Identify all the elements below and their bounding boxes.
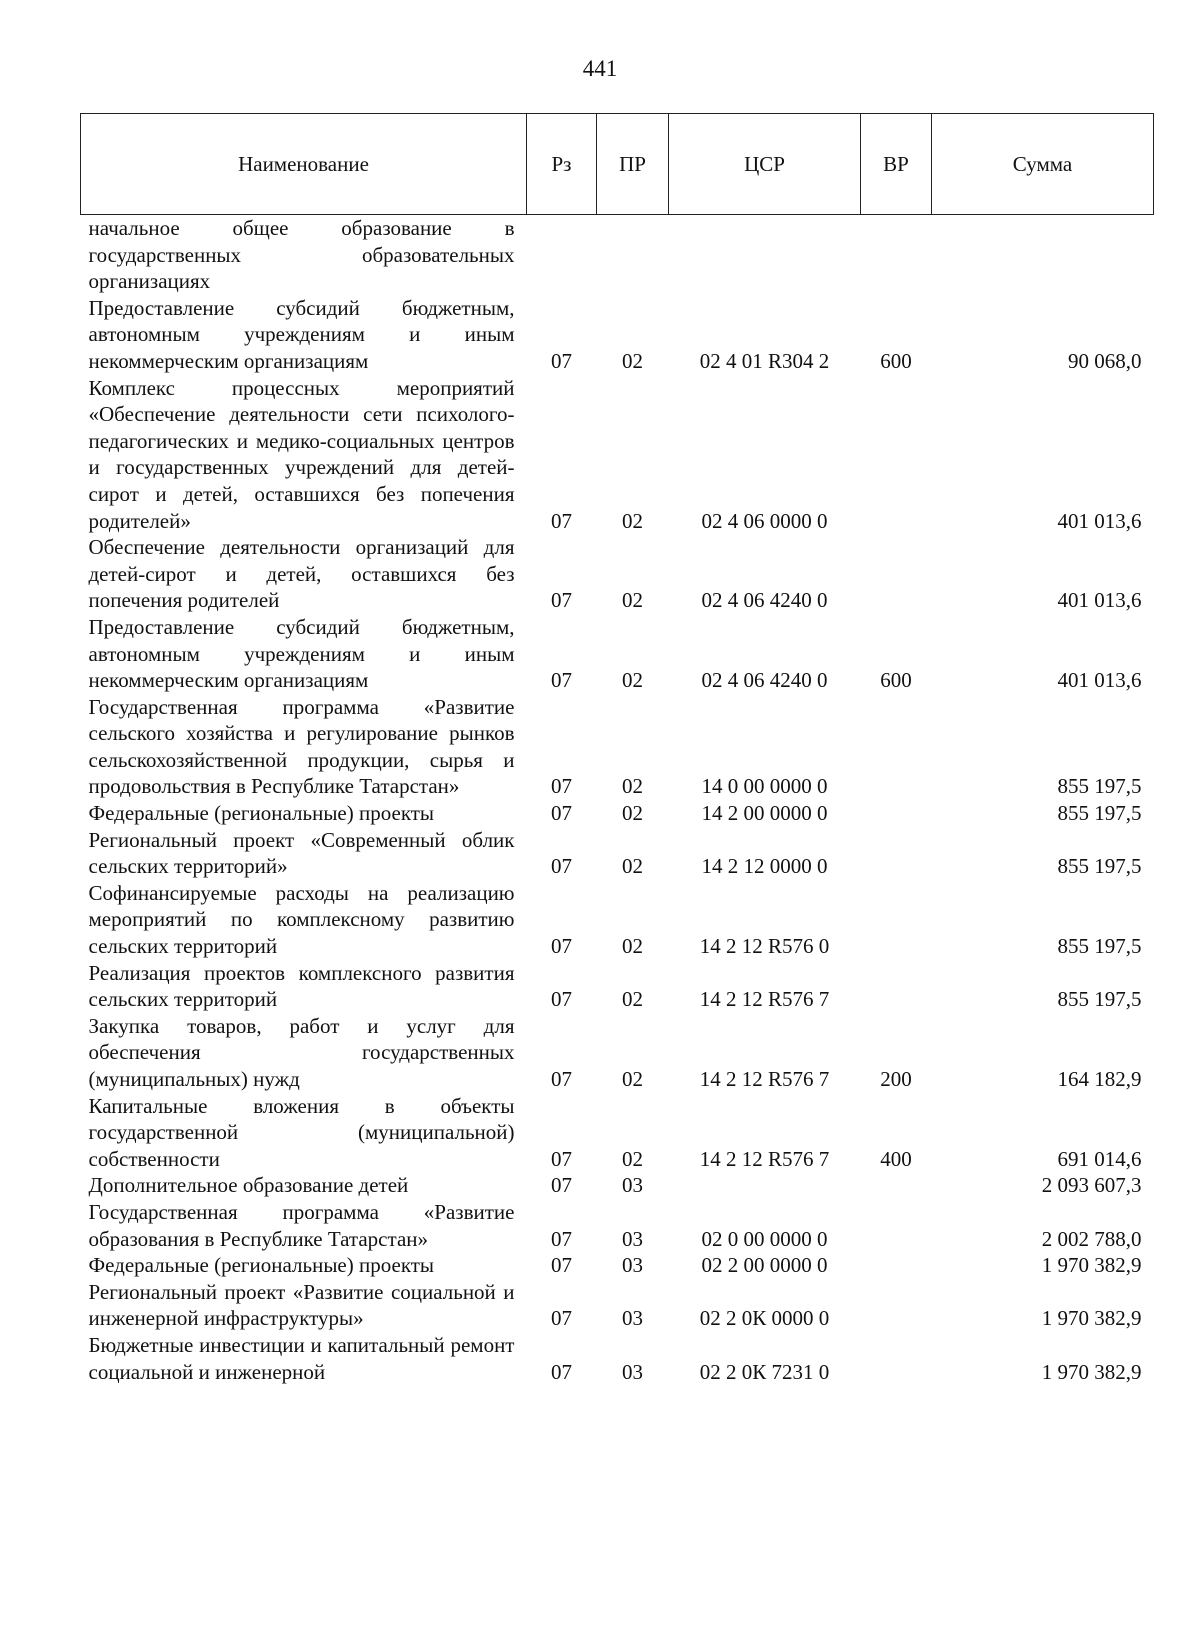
cell-sum: 1 970 382,9: [1041, 1359, 1142, 1384]
header-name: Наименование: [81, 114, 527, 215]
cell-rz: 07: [551, 1067, 572, 1091]
table-row: [81, 215, 1154, 295]
cell-pr: 03: [622, 1253, 643, 1278]
header-rz: Рз: [527, 114, 597, 215]
page-number: 441: [582, 56, 618, 81]
cell-vr: 600: [880, 668, 912, 693]
cell-rz: 07: [551, 934, 572, 959]
cell-pr: 02: [622, 934, 643, 959]
cell-rz: 07: [551, 1253, 572, 1278]
cell-vr: 200: [880, 1067, 912, 1091]
cell-pr: [597, 215, 669, 295]
cell-csr: 14 2 12 R576 7: [699, 1146, 830, 1171]
table-row: [81, 800, 1154, 827]
cell-vr: [861, 1279, 932, 1332]
cell-vr: [861, 215, 932, 295]
cell-sum: 2 002 788,0: [1041, 1226, 1142, 1251]
cell-name: Закупка товаров, работ и услуг для обеспечения государственных (муниципальных) нужд: [88, 1013, 515, 1091]
cell-name: Федеральные (региональные) проекты: [88, 1253, 435, 1278]
cell-rz: 07: [551, 1306, 572, 1331]
cell-sum: 401 013,6: [1057, 668, 1142, 693]
cell-vr: [861, 960, 932, 1013]
cell-name: Региональный проект «Развитие социальной и инженерной инфраструктуры»: [88, 1279, 515, 1331]
cell-sum: 855 197,5: [1057, 774, 1142, 799]
table-row: [81, 375, 1154, 535]
cell-rz: 07: [551, 668, 572, 693]
cell-rz: 07: [551, 1173, 572, 1198]
cell-pr: 03: [622, 1306, 643, 1331]
cell-rz: 07: [551, 1146, 572, 1171]
table-row: [81, 1013, 1154, 1093]
header-vr: ВР: [861, 114, 932, 215]
table-row: [81, 295, 1154, 375]
cell-csr: 02 4 06 4240 0: [701, 668, 828, 693]
cell-vr: [861, 1252, 932, 1279]
cell-vr: [861, 375, 932, 535]
cell-sum: 164 182,9: [1057, 1067, 1142, 1091]
header-csr: ЦСР: [669, 114, 861, 215]
cell-sum: 1 970 382,9: [1041, 1306, 1142, 1331]
table-row: [81, 1172, 1154, 1199]
cell-sum: 691 014,6: [1057, 1146, 1142, 1171]
table-row: [81, 534, 1154, 614]
cell-name: Реализация проектов комплексного развития сельских территорий: [88, 960, 515, 1012]
cell-csr: 14 2 12 0000 0: [701, 854, 828, 879]
cell-name: Предоставление субсидий бюджетным, автономным учреждениям и иным некоммерческим организациям: [88, 614, 515, 693]
cell-rz: 07: [551, 1359, 572, 1384]
cell-csr: 14 2 12 R576 7: [699, 987, 830, 1012]
cell-pr: 02: [622, 854, 643, 879]
header-pr: ПР: [597, 114, 669, 215]
budget-table: [80, 113, 1154, 1385]
cell-sum: [932, 215, 1154, 295]
cell-csr: 02 2 0К 0000 0: [699, 1306, 830, 1331]
cell-csr: 02 4 06 0000 0: [701, 508, 828, 533]
cell-name: Обеспечение деятельности организаций для детей-сирот и детей, оставшихся без попечения родителей: [88, 535, 515, 613]
table-row: [81, 1279, 1154, 1332]
cell-name: начальное общее образование в государственных образовательных организациях: [88, 216, 515, 294]
cell-rz: 07: [551, 348, 572, 373]
table-row: [81, 614, 1154, 694]
header-sum: Сумма: [932, 114, 1154, 215]
cell-sum: 90 068,0: [1068, 348, 1142, 373]
cell-sum: 855 197,5: [1057, 934, 1142, 959]
cell-pr: 02: [622, 348, 643, 373]
cell-name: Дополнительное образование детей: [88, 1173, 409, 1198]
cell-pr: 03: [622, 1359, 643, 1384]
cell-rz: 07: [551, 801, 572, 826]
cell-rz: 07: [551, 774, 572, 799]
cell-csr: 14 2 12 R576 0: [699, 934, 830, 959]
table-row: [81, 1252, 1154, 1279]
cell-rz: 07: [551, 1226, 572, 1251]
cell-csr: 02 2 00 0000 0: [701, 1253, 828, 1278]
cell-sum: 2 093 607,3: [1041, 1173, 1142, 1198]
cell-csr: 02 4 01 R304 2: [699, 348, 830, 373]
table-row: [81, 1332, 1154, 1385]
cell-csr: 14 0 00 0000 0: [701, 774, 828, 799]
table-row: [81, 960, 1154, 1013]
cell-csr: [669, 1172, 861, 1199]
cell-pr: 02: [622, 801, 643, 826]
cell-vr: 400: [880, 1146, 912, 1171]
cell-name: Государственная программа «Развитие сельского хозяйства и регулирование рынков сельскохозяйственной продукции, сырья и продовольствия в Республике Татарстан»: [88, 694, 515, 799]
table-body: [81, 215, 1154, 1386]
table-row: [81, 880, 1154, 960]
cell-csr: 02 2 0К 7231 0: [699, 1359, 830, 1384]
cell-vr: [861, 1332, 932, 1385]
cell-csr: 14 2 12 R576 7: [699, 1067, 830, 1091]
cell-sum: 1 970 382,9: [1041, 1253, 1142, 1278]
cell-name: Капитальные вложения в объекты государственной (муниципальной) собственности: [88, 1093, 515, 1171]
cell-pr: 02: [622, 668, 643, 693]
cell-name: Государственная программа «Развитие образования в Республике Татарстан»: [88, 1199, 515, 1251]
cell-vr: [861, 1172, 932, 1199]
cell-rz: 07: [551, 508, 572, 533]
cell-sum: 855 197,5: [1057, 801, 1142, 826]
table-row: [81, 1199, 1154, 1252]
cell-name: Софинансируемые расходы на реализацию мероприятий по комплексному развитию сельских территорий: [88, 880, 515, 959]
cell-vr: [861, 534, 932, 614]
cell-vr: [861, 880, 932, 960]
cell-pr: 02: [622, 508, 643, 533]
cell-vr: [861, 827, 932, 880]
cell-sum: 401 013,6: [1057, 508, 1142, 533]
cell-sum: 855 197,5: [1057, 987, 1142, 1012]
cell-pr: 02: [622, 987, 643, 1012]
cell-vr: [861, 694, 932, 800]
cell-rz: 07: [551, 987, 572, 1012]
cell-csr: 02 0 00 0000 0: [701, 1226, 828, 1251]
cell-csr: [669, 215, 861, 295]
cell-name: Комплекс процессных мероприятий «Обеспечение деятельности сети психолого-педагогических и медико-социальных центров и государственных учреждений для детей-сирот и детей, оставшихся без попечения родителей»: [88, 375, 515, 533]
cell-name: Предоставление субсидий бюджетным, автономным учреждениям и иным некоммерческим организациям: [88, 295, 515, 373]
cell-rz: 07: [551, 588, 572, 613]
cell-pr: 02: [622, 588, 643, 613]
cell-rz: [527, 215, 597, 295]
cell-pr: 03: [622, 1226, 643, 1251]
cell-pr: 03: [622, 1173, 643, 1198]
cell-pr: 02: [622, 774, 643, 799]
cell-pr: 02: [622, 1067, 643, 1091]
cell-pr: 02: [622, 1146, 643, 1171]
cell-name: Региональный проект «Современный облик сельских территорий»: [88, 827, 515, 879]
cell-sum: 855 197,5: [1057, 854, 1142, 879]
cell-vr: [861, 800, 932, 827]
cell-csr: 14 2 00 0000 0: [701, 801, 828, 826]
cell-name: Федеральные (региональные) проекты: [88, 801, 435, 826]
cell-rz: 07: [551, 854, 572, 879]
cell-vr: [861, 1199, 932, 1252]
table-row: [81, 1093, 1154, 1173]
cell-csr: 02 4 06 4240 0: [701, 588, 828, 613]
cell-name: Бюджетные инвестиции и капитальный ремонт социальной и инженерной: [88, 1332, 515, 1384]
table-row: [81, 694, 1154, 800]
table-row: [81, 827, 1154, 880]
cell-sum: 401 013,6: [1057, 588, 1142, 613]
cell-vr: 600: [880, 348, 912, 373]
table-header: [81, 114, 1154, 215]
